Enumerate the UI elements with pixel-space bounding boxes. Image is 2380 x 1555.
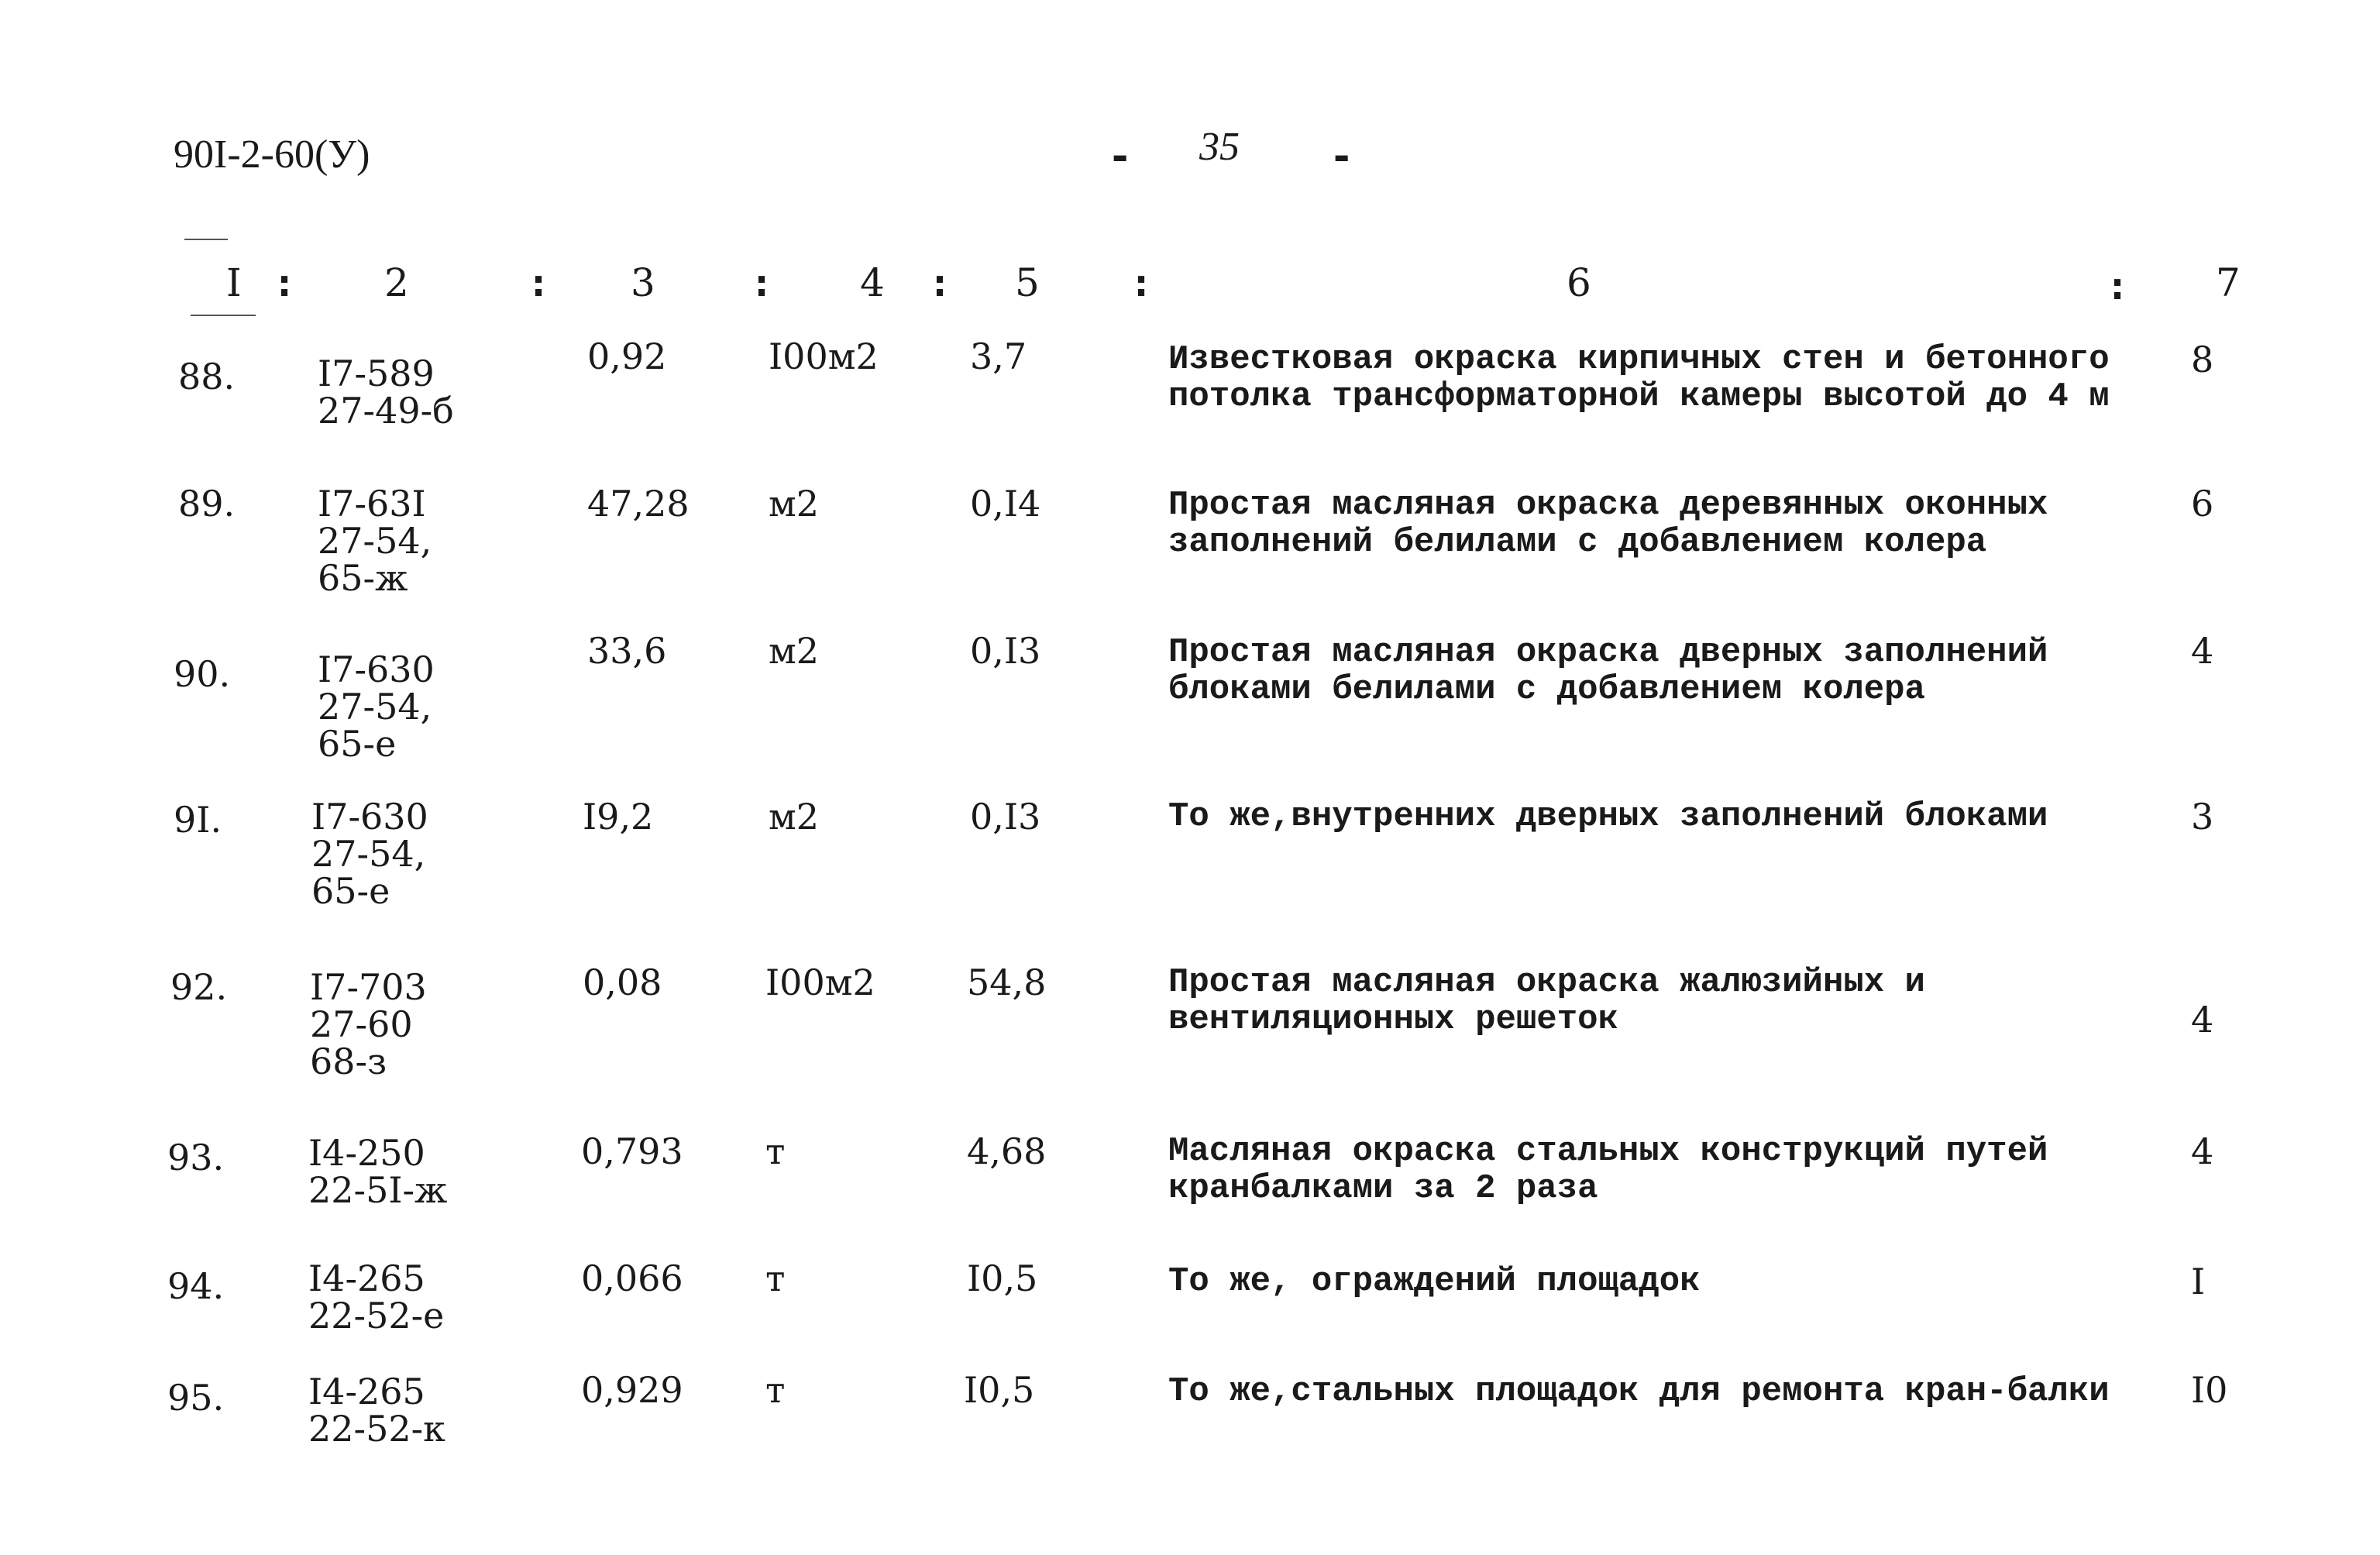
row-number: 88. bbox=[178, 356, 236, 397]
norm-code-line: I7-63I bbox=[318, 483, 426, 525]
work-description: Простая масляная окраска дверных заполнений блоками белилами с добавлением колера bbox=[1168, 633, 2048, 709]
document-code: 90I-2-60(У) bbox=[174, 132, 370, 177]
norm-code-line: 27-60 bbox=[310, 1003, 413, 1045]
column-separator: : bbox=[1130, 260, 1154, 305]
work-description: Простая масляная окраска жалюзийных и вентиляционных решеток bbox=[1168, 963, 1925, 1039]
rate: I0,5 bbox=[964, 1369, 1035, 1411]
norm-code bbox=[318, 485, 432, 597]
page-number-dash-left: - bbox=[1108, 133, 1133, 180]
column-7-value: I bbox=[2191, 1261, 2206, 1302]
column-header-2: 2 bbox=[384, 260, 409, 305]
unit: т bbox=[765, 1130, 786, 1172]
unit: м2 bbox=[769, 630, 820, 672]
norm-code bbox=[318, 648, 435, 765]
row-number: 92. bbox=[170, 966, 228, 1008]
column-separator: : bbox=[2106, 263, 2130, 308]
column-7-value: 4 bbox=[2191, 630, 2214, 672]
norm-code-line: 27-54, bbox=[318, 520, 432, 562]
header-rule-top bbox=[184, 239, 228, 240]
rate: 0,I3 bbox=[970, 796, 1041, 838]
column-header-1: I bbox=[226, 260, 242, 305]
work-description: Масляная окраска стальных конструкций путей кранбалками за 2 раза bbox=[1168, 1132, 2048, 1208]
norm-code-line: 68-з bbox=[310, 1041, 387, 1082]
column-header-4: 4 bbox=[860, 260, 885, 305]
row-number: 89. bbox=[178, 483, 236, 525]
norm-code-line: I4-250 bbox=[308, 1132, 425, 1174]
rate: I0,5 bbox=[967, 1257, 1038, 1299]
unit: м2 bbox=[769, 483, 820, 525]
work-description: Известковая окраска кирпичных стен и бетонного потолка трансформаторной камеры высотой до 4 м bbox=[1168, 340, 2110, 416]
rate: 3,7 bbox=[970, 335, 1027, 377]
norm-code-line: I7-589 bbox=[318, 353, 435, 394]
row-number: 94. bbox=[167, 1265, 225, 1307]
row-number: 93. bbox=[167, 1137, 225, 1178]
norm-code bbox=[310, 968, 427, 1080]
unit: м2 bbox=[769, 796, 820, 838]
quantity: 0,08 bbox=[583, 962, 662, 1003]
page-number: 35 bbox=[1199, 125, 1240, 169]
work-description: Простая масляная окраска деревянных оконных заполнений белилами с добавлением колера bbox=[1168, 486, 2048, 562]
norm-code bbox=[318, 353, 454, 432]
norm-code-line: 22-52-к bbox=[308, 1408, 445, 1450]
norm-code-line: 65-е bbox=[311, 870, 390, 912]
unit: I00м2 bbox=[765, 962, 875, 1003]
row-number: 9I. bbox=[174, 799, 222, 841]
unit: т bbox=[765, 1369, 786, 1411]
work-description: То же,стальных площадок для ремонта кран-балки bbox=[1168, 1372, 2110, 1411]
quantity: 0,92 bbox=[587, 335, 667, 377]
norm-code bbox=[311, 798, 428, 910]
quantity: 0,793 bbox=[581, 1130, 683, 1172]
norm-code-line: I4-265 bbox=[308, 1371, 425, 1412]
quantity: 33,6 bbox=[587, 630, 667, 672]
norm-code bbox=[308, 1371, 445, 1450]
column-7-value: 3 bbox=[2191, 796, 2214, 838]
column-header-3: 3 bbox=[631, 260, 655, 305]
column-7-value: I0 bbox=[2191, 1369, 2228, 1411]
column-header-7: 7 bbox=[2216, 260, 2241, 305]
quantity: I9,2 bbox=[583, 796, 654, 838]
column-header-6: 6 bbox=[1567, 260, 1591, 305]
header-rule-bottom bbox=[191, 315, 256, 316]
column-separator: : bbox=[527, 260, 551, 305]
rate: 0,I4 bbox=[970, 483, 1041, 525]
norm-code-line: 27-49-б bbox=[318, 390, 454, 432]
rate: 4,68 bbox=[967, 1130, 1047, 1172]
column-7-value: 4 bbox=[2191, 1130, 2214, 1172]
work-description: То же,внутренних дверных заполнений блоками bbox=[1168, 797, 2048, 836]
norm-code-line: I4-265 bbox=[308, 1257, 425, 1299]
norm-code-line: I7-703 bbox=[310, 966, 427, 1008]
quantity: 0,929 bbox=[581, 1369, 683, 1411]
norm-code-line: I7-630 bbox=[318, 648, 435, 690]
rate: 54,8 bbox=[967, 962, 1047, 1003]
norm-code-line: I7-630 bbox=[311, 796, 428, 838]
row-number: 95. bbox=[167, 1377, 225, 1419]
column-header-5: 5 bbox=[1015, 260, 1040, 305]
unit: I00м2 bbox=[769, 335, 879, 377]
unit: т bbox=[765, 1257, 786, 1299]
column-separator: : bbox=[273, 260, 297, 305]
row-number: 90. bbox=[174, 653, 231, 695]
norm-code-line: 27-54, bbox=[318, 686, 432, 728]
column-7-value: 8 bbox=[2191, 339, 2214, 380]
norm-code-line: 65-е bbox=[318, 723, 397, 765]
quantity: 0,066 bbox=[581, 1257, 683, 1299]
column-separator: : bbox=[750, 260, 774, 305]
column-separator: : bbox=[928, 260, 952, 305]
norm-code-line: 22-5I-ж bbox=[308, 1169, 448, 1211]
page-number-dash-right: - bbox=[1329, 133, 1354, 180]
norm-code bbox=[308, 1134, 447, 1209]
norm-code-line: 27-54, bbox=[311, 833, 426, 875]
norm-code-line: 22-52-е bbox=[308, 1295, 445, 1337]
rate: 0,I3 bbox=[970, 630, 1041, 672]
work-description: То же, ограждений площадок bbox=[1168, 1262, 1701, 1301]
quantity: 47,28 bbox=[587, 483, 690, 525]
norm-code-line: 65-ж bbox=[318, 557, 408, 599]
column-7-value: 4 bbox=[2191, 999, 2214, 1041]
column-7-value: 6 bbox=[2191, 483, 2214, 525]
norm-code bbox=[308, 1257, 445, 1337]
